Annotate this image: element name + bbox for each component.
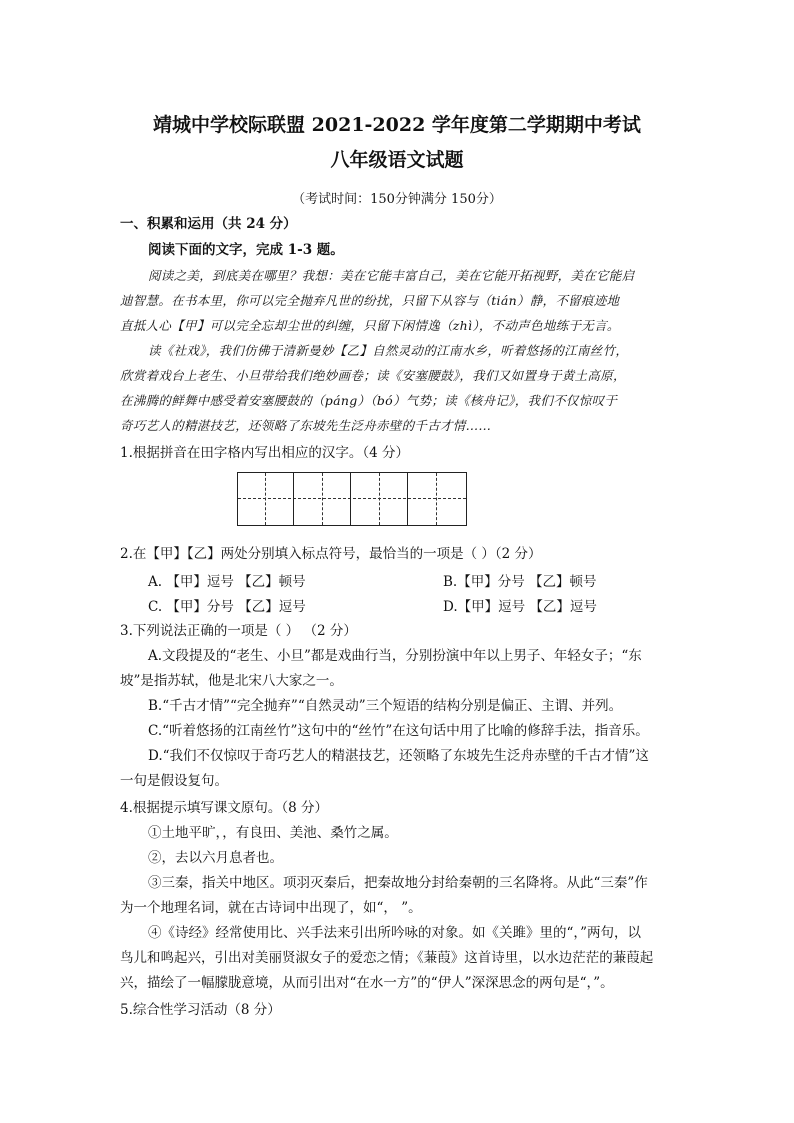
reading-instruction: 阅读下面的文字，完成 1-3 题。 [148, 242, 344, 258]
passage-line: 在沸腾的鲜舞中感受着安塞腰鼓的（páng）（bó）气势；读《核舟记》，我们不仅惊叹于 [120, 393, 618, 408]
q4-line: 为一个地理名词，就在古诗词中出现了，如“， ”。 [120, 900, 422, 916]
question-2: 2.在【甲】【乙】两处分别填入标点符号，最恰当的一项是（ ）（2 分） [120, 546, 542, 562]
option-b: B.【甲】分号 【乙】顿号 [443, 574, 597, 590]
section-heading: 一、积累和运用（共 24 分） [120, 216, 297, 232]
exam-title: 靖城中学校际联盟 2021-2022 学年度第二学期期中考试 [153, 114, 641, 136]
q3-option-line: 一句是假设复句。 [120, 773, 228, 789]
option-c: C. 【甲】分号 【乙】逗号 [148, 599, 306, 615]
cell-vertical-guide [379, 473, 380, 525]
question-3: 3.下列说法正确的一项是（ ） （2 分） [120, 623, 357, 639]
cell-vertical-guide [322, 473, 323, 525]
exam-time-note: （考试时间：150分钟满分 150分） [292, 192, 502, 207]
q3-option-line: D.“我们不仅惊叹于奇巧艺人的精湛技艺，还领略了东坡先生泛舟赤壁的千古才情”这 [148, 748, 649, 764]
q4-line: ③三秦，指关中地区。项羽灭秦后，把秦故地分封给秦朝的三名降将。从此“三秦”作 [148, 875, 648, 891]
q4-line: ②，去以六月息者也。 [148, 850, 283, 866]
cell-vertical-guide [436, 473, 437, 525]
q4-line: ①土地平旷，，有良田、美池、桑竹之属。 [148, 825, 398, 841]
question-4: 4.根据提示填写课文原句。（8 分） [120, 800, 329, 816]
option-a: A. 【甲】逗号 【乙】顿号 [148, 574, 306, 590]
exam-subtitle: 八年级语文试题 [330, 149, 464, 171]
passage-line: 迪智慧。在书本里，你可以完全抛弃凡世的纷扰，只留下从容与（tián）静，不留痕迹地 [120, 293, 620, 308]
q3-option-line: B.“千古才情”“完全抛弃”“自然灵动”三个短语的结构分别是偏正、主谓、并列。 [148, 698, 623, 714]
grid-cell[interactable] [295, 473, 351, 525]
question-5: 5.综合性学习活动（8 分） [120, 1002, 281, 1018]
passage-line: 奇巧艺人的精湛技艺，还领略了东坡先生泛舟赤壁的千古才情…… [120, 418, 492, 433]
q4-line: 兴，描绘了一幅朦胧意境，从而引出对“在水一方”的“伊人”深深思念的两句是“，”。 [120, 975, 614, 991]
passage-line: 直抵人心【甲】可以完全忘却尘世的纠缠，只留下闲情逸（zhì），不动声色地练于无言。 [120, 318, 620, 333]
q4-line: 鸟儿和鸣起兴，引出对美丽贤淑女子的爱恋之情；《蒹葭》这首诗里，以水边茫茫的蒹葭起 [120, 950, 654, 966]
tian-zi-grid[interactable] [237, 472, 467, 526]
q3-option-line: A.文段提及的“老生、小旦”都是戏曲行当，分别扮演中年以上男子、年轻女子；“东 [148, 648, 642, 664]
grid-cell[interactable] [409, 473, 465, 525]
option-d: D.【甲】逗号 【乙】逗号 [443, 599, 597, 615]
q4-line: ④《诗经》经常使用比、兴手法来引出所吟咏的对象。如《关雎》里的“，”两句，以 [148, 925, 642, 941]
question-1: 1.根据拼音在田字格内写出相应的汉字。（4 分） [120, 445, 410, 461]
passage-line: 阅读之美，到底美在哪里？我想：美在它能丰富自己，美在它能开拓视野，美在它能启 [148, 268, 635, 283]
q3-option-line: C.“听着悠扬的江南丝竹”这句中的“丝竹”在这句话中用了比喻的修辞手法，指音乐。 [148, 723, 649, 739]
grid-cell[interactable] [352, 473, 408, 525]
q3-option-line: 坡”是指苏轼，他是北宋八大家之一。 [120, 673, 343, 689]
cell-vertical-guide [265, 473, 266, 525]
passage-line: 读《社戏》，我们仿佛于清新曼妙【乙】自然灵动的江南水乡，听着悠扬的江南丝竹， [148, 343, 629, 358]
grid-cell[interactable] [238, 473, 294, 525]
passage-line: 欣赏着戏台上老生、小旦带给我们绝妙画卷；读《安塞腰鼓》，我们又如置身于黄土高原， [120, 368, 626, 383]
